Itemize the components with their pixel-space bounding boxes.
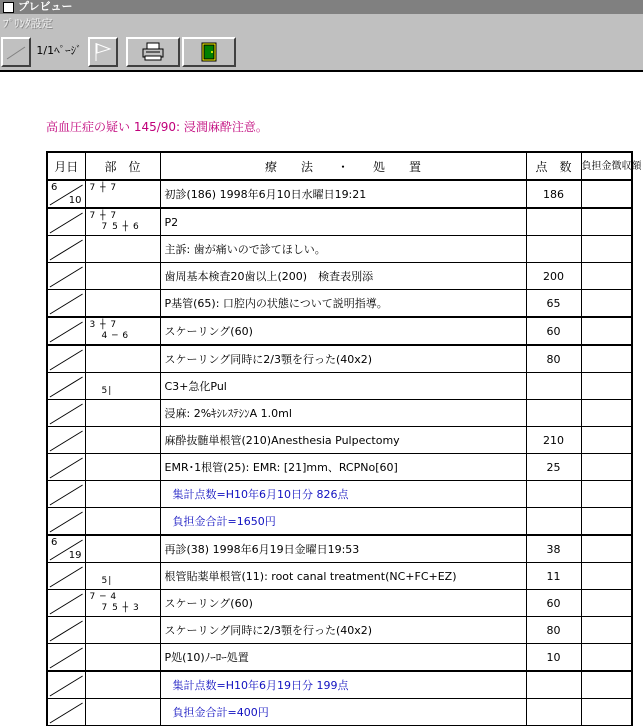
procedure-cell: スケーリング(60) [160,317,526,345]
tooth-chart-upper: 3 ┼ 7 [89,320,118,330]
procedure-cell: 初診(186) 1998年6月10日水曜日19:21 [160,180,526,208]
table-row [47,263,632,290]
tooth-chart-lower: 5| [101,386,113,396]
prev-page-button[interactable] [1,37,31,67]
date-slash [48,209,85,235]
payment-cell [581,345,632,373]
date-cell [47,345,85,373]
date-cell [47,508,85,536]
procedure-cell: P2 [160,208,526,236]
tooth-chart-upper: 7 ─ 4 [89,592,118,602]
payment-cell [581,373,632,400]
points-cell [526,699,581,726]
tooth-chart-lower: 7 5 ┼ 3 [101,603,140,613]
site-cell [85,481,160,508]
date-month: 6 [51,182,58,193]
payment-cell [581,481,632,508]
points-cell [526,400,581,427]
payment-cell [581,699,632,726]
date-slash [48,373,85,399]
header-date: 月日 [47,152,85,180]
date-cell [47,263,85,290]
procedure-cell: 負担金合計=1650円 [160,508,526,536]
medical-note: 高血圧症の疑い 145/90: 浸潤麻酔注意。 [46,120,268,134]
site-cell [85,180,160,208]
printer-icon [128,39,178,65]
points-cell [526,481,581,508]
points-cell: 60 [526,317,581,345]
points-cell: 10 [526,644,581,672]
procedure-cell: スケーリング同時に2/3顎を行った(40x2) [160,345,526,373]
points-cell: 80 [526,345,581,373]
table-row [47,671,632,699]
points-cell [526,508,581,536]
date-slash [48,617,85,643]
procedure-cell: 再診(38) 1998年6月19日金曜日19:53 [160,535,526,563]
header-points: 点 数 [526,152,581,180]
payment-cell [581,427,632,454]
site-cell [85,263,160,290]
points-cell: 210 [526,427,581,454]
date-cell [47,481,85,508]
site-cell [85,590,160,617]
procedure-cell: 主訴: 歯が痛いので診てほしい。 [160,236,526,263]
table-row [47,345,632,373]
procedure-cell: 浸麻: 2%ｷｼﾚｽﾃｼﾝA 1.0ml [160,400,526,427]
tooth-chart-upper: 7 ┼ 7 [89,211,118,221]
table-row [47,290,632,318]
menu-print-setup[interactable]: ﾌﾟﾘﾝﾀ設定 [3,17,53,30]
points-cell: 25 [526,454,581,481]
date-cell [47,373,85,400]
date-cell [47,617,85,644]
prev-page-icon [3,39,29,65]
date-slash [48,290,85,316]
date-cell [47,427,85,454]
date-cell [47,208,85,236]
next-page-button[interactable] [88,37,118,67]
date-slash [48,318,85,344]
table-row [47,427,632,454]
date-slash [48,590,85,616]
payment-cell [581,508,632,536]
table-header-row [47,152,632,180]
next-page-icon [90,39,116,65]
tooth-chart-lower: 4 ─ 6 [101,331,130,341]
table-row [47,535,632,563]
window-titlebar [0,0,643,14]
date-cell [47,400,85,427]
date-slash [48,699,85,725]
date-slash [48,454,85,480]
site-cell [85,671,160,699]
procedure-cell: P基管(65): 口腔内の状態について説明指導。 [160,290,526,318]
date-slash [48,400,85,426]
date-day: 19 [68,550,82,561]
date-day: 10 [68,195,82,206]
points-cell [526,373,581,400]
procedure-cell: スケーリング同時に2/3顎を行った(40x2) [160,617,526,644]
table-row [47,454,632,481]
tooth-chart-lower: 5| [101,576,113,586]
site-cell [85,317,160,345]
procedure-cell: スケーリング(60) [160,590,526,617]
toolbar [0,34,643,72]
header-site: 部 位 [85,152,160,180]
payment-cell [581,236,632,263]
menu-bar [0,14,643,34]
date-cell [47,454,85,481]
window-icon [3,2,14,13]
points-cell [526,236,581,263]
site-cell [85,400,160,427]
table-row [47,400,632,427]
site-cell [85,373,160,400]
page-indicator: 1/1ﾍﾟｰｼﾞ [36,44,82,57]
date-month: 6 [51,537,58,548]
table-row [47,373,632,400]
header-procedure: 療 法 ・ 処 置 [160,152,526,180]
site-cell [85,345,160,373]
site-cell [85,535,160,563]
table-row [47,563,632,590]
tooth-chart-lower: 7 5 ┼ 6 [101,222,140,232]
payment-cell [581,535,632,563]
payment-cell [581,208,632,236]
date-slash [48,263,85,289]
table-row [47,644,632,672]
close-button[interactable] [182,37,236,67]
payment-cell [581,317,632,345]
site-cell [85,454,160,481]
table-row [47,317,632,345]
date-cell [47,590,85,617]
procedure-cell: P処(10)ﾉｰﾛｰ処置 [160,644,526,672]
procedure-cell: 麻酔抜髄単根管(210)Anesthesia Pulpectomy [160,427,526,454]
site-cell [85,699,160,726]
exit-door-icon [184,39,234,65]
window-title: プレビュー [18,0,73,13]
payment-cell [581,290,632,318]
payment-cell [581,671,632,699]
date-slash [48,427,85,453]
table-row [47,699,632,726]
site-cell [85,644,160,672]
procedure-cell: 負担金合計=400円 [160,699,526,726]
points-cell: 200 [526,263,581,290]
payment-cell [581,617,632,644]
date-cell [47,644,85,672]
site-cell [85,563,160,590]
points-cell: 11 [526,563,581,590]
procedure-cell: C3+急化Pul [160,373,526,400]
date-cell [47,535,85,563]
points-cell: 38 [526,535,581,563]
payment-cell [581,180,632,208]
table-row [47,180,632,208]
site-cell [85,236,160,263]
payment-cell [581,454,632,481]
date-cell [47,236,85,263]
table-row [47,508,632,536]
site-cell [85,427,160,454]
points-cell [526,208,581,236]
procedure-cell: 根管貼薬単根管(11): root canal treatment(NC+FC+EZ) [160,563,526,590]
site-cell [85,508,160,536]
date-slash [48,563,85,589]
date-cell [47,671,85,699]
payment-cell [581,563,632,590]
print-button[interactable] [126,37,180,67]
date-cell [47,290,85,318]
date-slash [48,481,85,507]
site-cell [85,208,160,236]
payment-cell [581,644,632,672]
procedure-cell: 歯周基本検査20歯以上(200) 検査表別添 [160,263,526,290]
points-cell: 60 [526,590,581,617]
procedure-cell: 集計点数=H10年6月10日分 826点 [160,481,526,508]
procedure-cell: 集計点数=H10年6月19日分 199点 [160,671,526,699]
table-row [47,236,632,263]
table-row [47,208,632,236]
table-row [47,617,632,644]
payment-cell [581,400,632,427]
payment-cell [581,263,632,290]
tooth-chart-upper: 7 ┼ 7 [89,183,118,193]
points-cell: 65 [526,290,581,318]
payment-cell [581,590,632,617]
date-cell [47,563,85,590]
date-slash [48,644,85,670]
treatment-record-table [46,151,642,726]
date-slash [48,672,85,698]
date-slash [48,508,85,534]
header-payment: 負担金徴収額 [581,152,632,180]
points-cell: 186 [526,180,581,208]
table-row [47,481,632,508]
points-cell: 80 [526,617,581,644]
date-cell [47,699,85,726]
date-cell [47,317,85,345]
date-slash [48,236,85,262]
site-cell [85,290,160,318]
points-cell [526,671,581,699]
procedure-cell: EMR･1根管(25): EMR: [21]mm、RCPNo[60] [160,454,526,481]
date-cell [47,180,85,208]
table-row [47,590,632,617]
site-cell [85,617,160,644]
date-slash [48,346,85,372]
